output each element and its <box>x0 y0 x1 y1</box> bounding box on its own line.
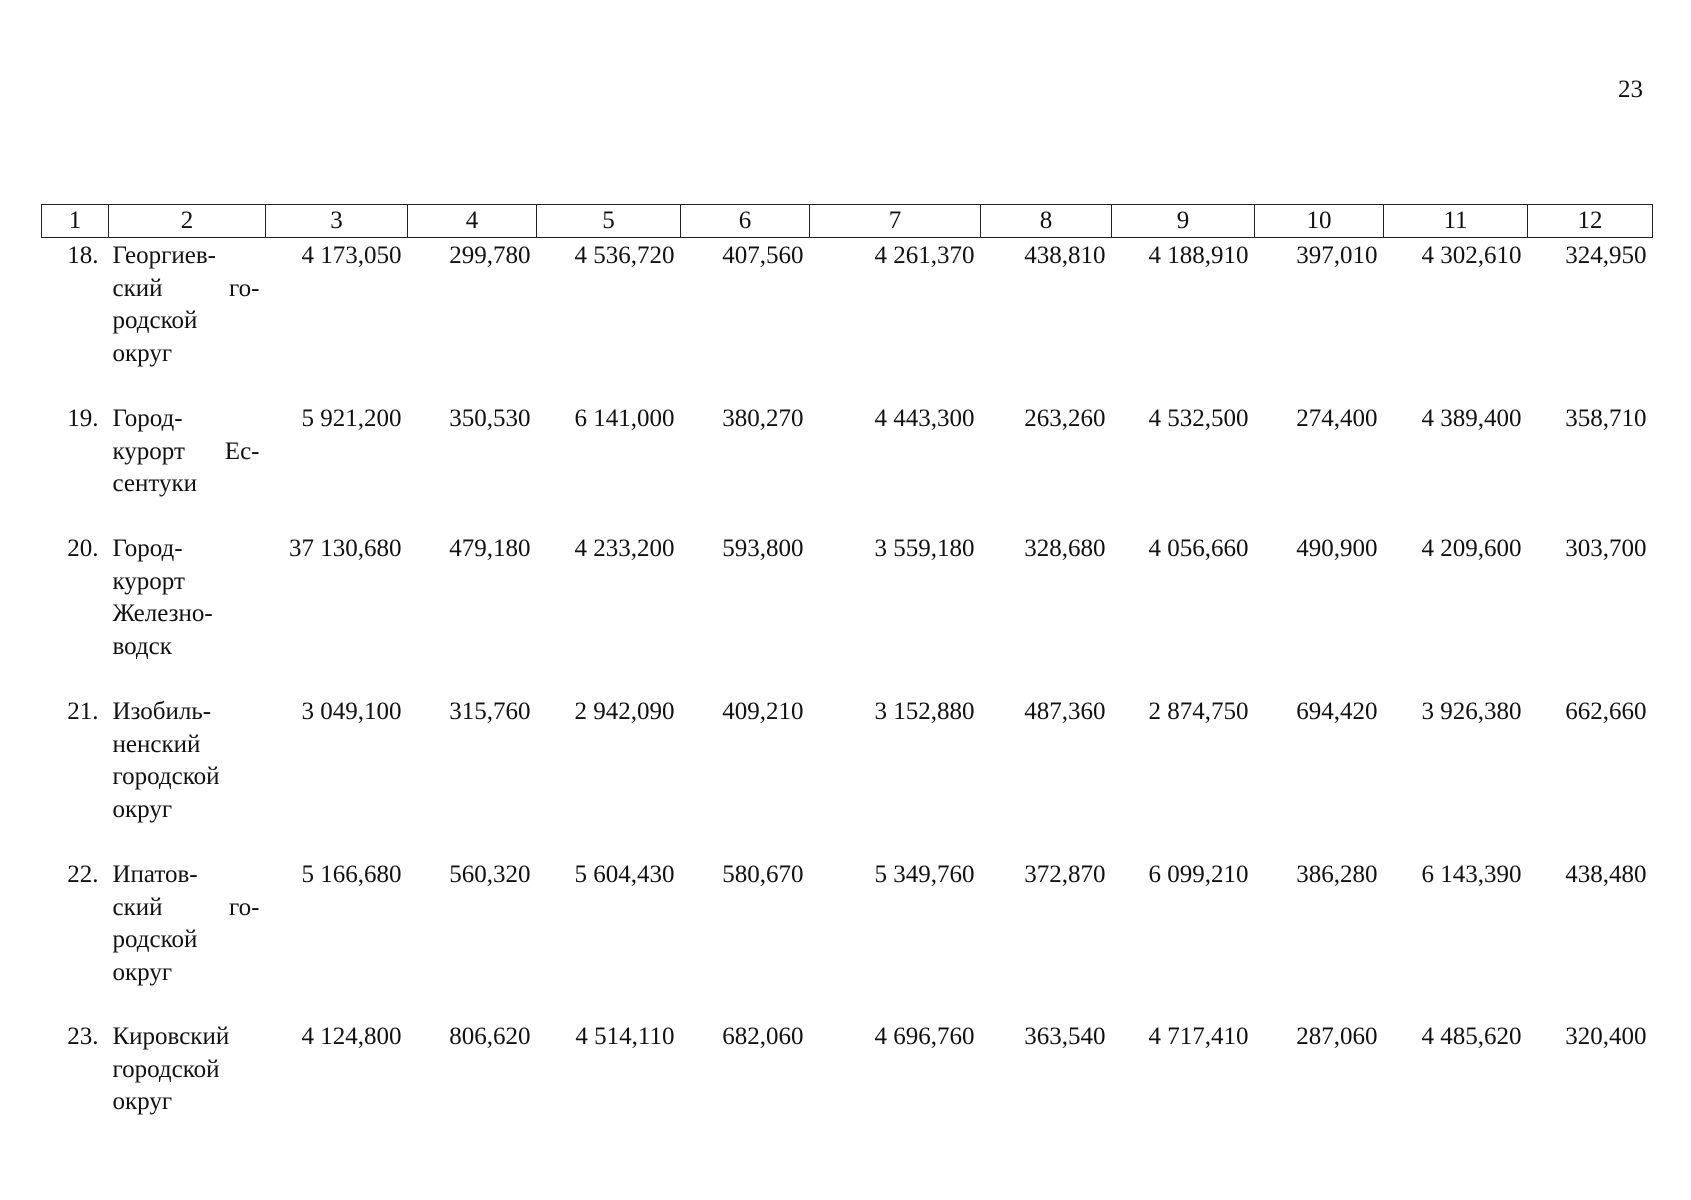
table-header <box>42 205 1653 238</box>
name-line: ский го- <box>112 893 260 921</box>
row-number: 23. <box>67 1023 99 1050</box>
value-cell: 303,700 <box>1565 535 1647 562</box>
table-row <box>42 401 1653 531</box>
value-cell: 363,540 <box>1024 1023 1106 1050</box>
name-line: Город- <box>112 405 183 432</box>
value-cell: 580,670 <box>722 861 804 888</box>
value-cell: 380,270 <box>722 405 804 432</box>
name-line: сентуки <box>112 470 197 497</box>
name-line: городской <box>112 763 220 790</box>
row-number: 20. <box>67 535 99 562</box>
column-header: 1 <box>42 205 109 238</box>
name-line: Ипатов- <box>112 861 198 888</box>
value-cell: 4 302,610 <box>1421 242 1522 269</box>
value-cell: 2 942,090 <box>574 698 675 725</box>
name-line: ненский <box>112 730 201 758</box>
value-cell: 4 389,400 <box>1421 405 1522 432</box>
name-line: Георгиев- <box>112 242 217 269</box>
value-cell: 5 349,760 <box>874 861 975 888</box>
municipality-name <box>109 531 266 694</box>
table-row <box>42 1019 1653 1131</box>
value-cell: 4 532,500 <box>1148 405 1249 432</box>
row-number: 18. <box>67 242 99 269</box>
value-cell: 3 049,100 <box>301 698 402 725</box>
value-cell: 593,800 <box>722 535 804 562</box>
header-row <box>42 205 1653 238</box>
value-cell: 328,680 <box>1024 535 1106 562</box>
value-cell: 4 696,760 <box>874 1023 975 1050</box>
municipality-name <box>109 1019 266 1131</box>
name-line: округ <box>112 1088 173 1115</box>
value-cell: 662,660 <box>1565 698 1647 725</box>
value-cell: 407,560 <box>722 242 804 269</box>
value-cell: 479,180 <box>449 535 531 562</box>
value-cell: 4 209,600 <box>1421 535 1522 562</box>
value-cell: 4 233,200 <box>574 535 675 562</box>
value-cell: 490,900 <box>1296 535 1378 562</box>
name-line: водск <box>112 632 172 660</box>
column-header: 4 <box>408 205 537 238</box>
value-cell: 4 188,910 <box>1148 242 1249 269</box>
value-cell: 438,480 <box>1565 861 1647 888</box>
table-body <box>42 238 1653 1132</box>
value-cell: 397,010 <box>1296 242 1378 269</box>
value-cell: 487,360 <box>1024 698 1106 725</box>
value-cell: 299,780 <box>449 242 531 269</box>
value-cell: 560,320 <box>449 861 531 888</box>
name-line: округ <box>112 795 173 823</box>
value-cell: 4 443,300 <box>874 405 975 432</box>
value-cell: 320,400 <box>1565 1023 1647 1050</box>
column-header: 11 <box>1384 205 1528 238</box>
name-line: округ <box>112 958 173 986</box>
value-cell: 3 152,880 <box>874 698 975 725</box>
value-cell: 4 514,110 <box>575 1023 675 1050</box>
table-row <box>42 694 1653 857</box>
value-cell: 6 141,000 <box>574 405 675 432</box>
value-cell: 694,420 <box>1296 698 1378 725</box>
value-cell: 4 536,720 <box>574 242 675 269</box>
name-line: Железно- <box>112 600 213 627</box>
row-number: 22. <box>67 861 99 888</box>
municipality-name <box>109 694 266 857</box>
value-cell: 3 559,180 <box>874 535 975 562</box>
column-header: 12 <box>1528 205 1653 238</box>
column-header: 9 <box>1112 205 1255 238</box>
value-cell: 274,400 <box>1296 405 1378 432</box>
name-line: курорт Ес- <box>112 437 260 465</box>
municipality-name <box>109 857 266 1019</box>
page-number: 23 <box>1618 76 1643 103</box>
name-line: Изобиль- <box>112 698 212 725</box>
table-row <box>42 857 1653 1019</box>
name-line: Город- <box>112 535 183 562</box>
value-cell: 5 604,430 <box>574 861 675 888</box>
value-cell: 5 166,680 <box>301 861 402 888</box>
value-cell: 6 099,210 <box>1148 861 1249 888</box>
value-cell: 806,620 <box>449 1023 531 1050</box>
column-header: 2 <box>109 205 266 238</box>
name-line: курорт <box>112 567 185 595</box>
table-row <box>42 238 1653 402</box>
value-cell: 4 261,370 <box>874 242 975 269</box>
name-line: городской <box>112 1055 220 1083</box>
column-header: 6 <box>681 205 810 238</box>
value-cell: 4 056,660 <box>1148 535 1249 562</box>
value-cell: 263,260 <box>1024 405 1106 432</box>
column-header: 10 <box>1255 205 1384 238</box>
value-cell: 324,950 <box>1565 242 1647 269</box>
value-cell: 37 130,680 <box>289 535 402 562</box>
name-line: округ <box>112 339 173 367</box>
name-line: родской <box>112 307 198 334</box>
value-cell: 3 926,380 <box>1421 698 1522 725</box>
value-cell: 372,870 <box>1024 861 1106 888</box>
value-cell: 350,530 <box>449 405 531 432</box>
name-line: родской <box>112 926 198 953</box>
value-cell: 438,810 <box>1024 242 1106 269</box>
value-cell: 386,280 <box>1296 861 1378 888</box>
data-table <box>41 204 1653 1131</box>
column-header: 3 <box>266 205 408 238</box>
value-cell: 287,060 <box>1296 1023 1378 1050</box>
table-row <box>42 531 1653 694</box>
column-header: 8 <box>981 205 1112 238</box>
name-line: ский го- <box>112 274 260 302</box>
value-cell: 5 921,200 <box>301 405 402 432</box>
column-header: 5 <box>537 205 681 238</box>
value-cell: 315,760 <box>449 698 531 725</box>
value-cell: 409,210 <box>722 698 804 725</box>
value-cell: 682,060 <box>722 1023 804 1050</box>
value-cell: 4 717,410 <box>1148 1023 1249 1050</box>
value-cell: 2 874,750 <box>1148 698 1249 725</box>
value-cell: 6 143,390 <box>1421 861 1522 888</box>
value-cell: 358,710 <box>1565 405 1647 432</box>
municipality-name <box>109 238 266 402</box>
municipality-name <box>109 401 266 531</box>
value-cell: 4 485,620 <box>1421 1023 1522 1050</box>
name-line: Кировский <box>112 1023 230 1050</box>
column-header: 7 <box>810 205 981 238</box>
row-number: 19. <box>67 405 99 432</box>
value-cell: 4 124,800 <box>301 1023 402 1050</box>
row-number: 21. <box>67 698 99 725</box>
value-cell: 4 173,050 <box>301 242 402 269</box>
